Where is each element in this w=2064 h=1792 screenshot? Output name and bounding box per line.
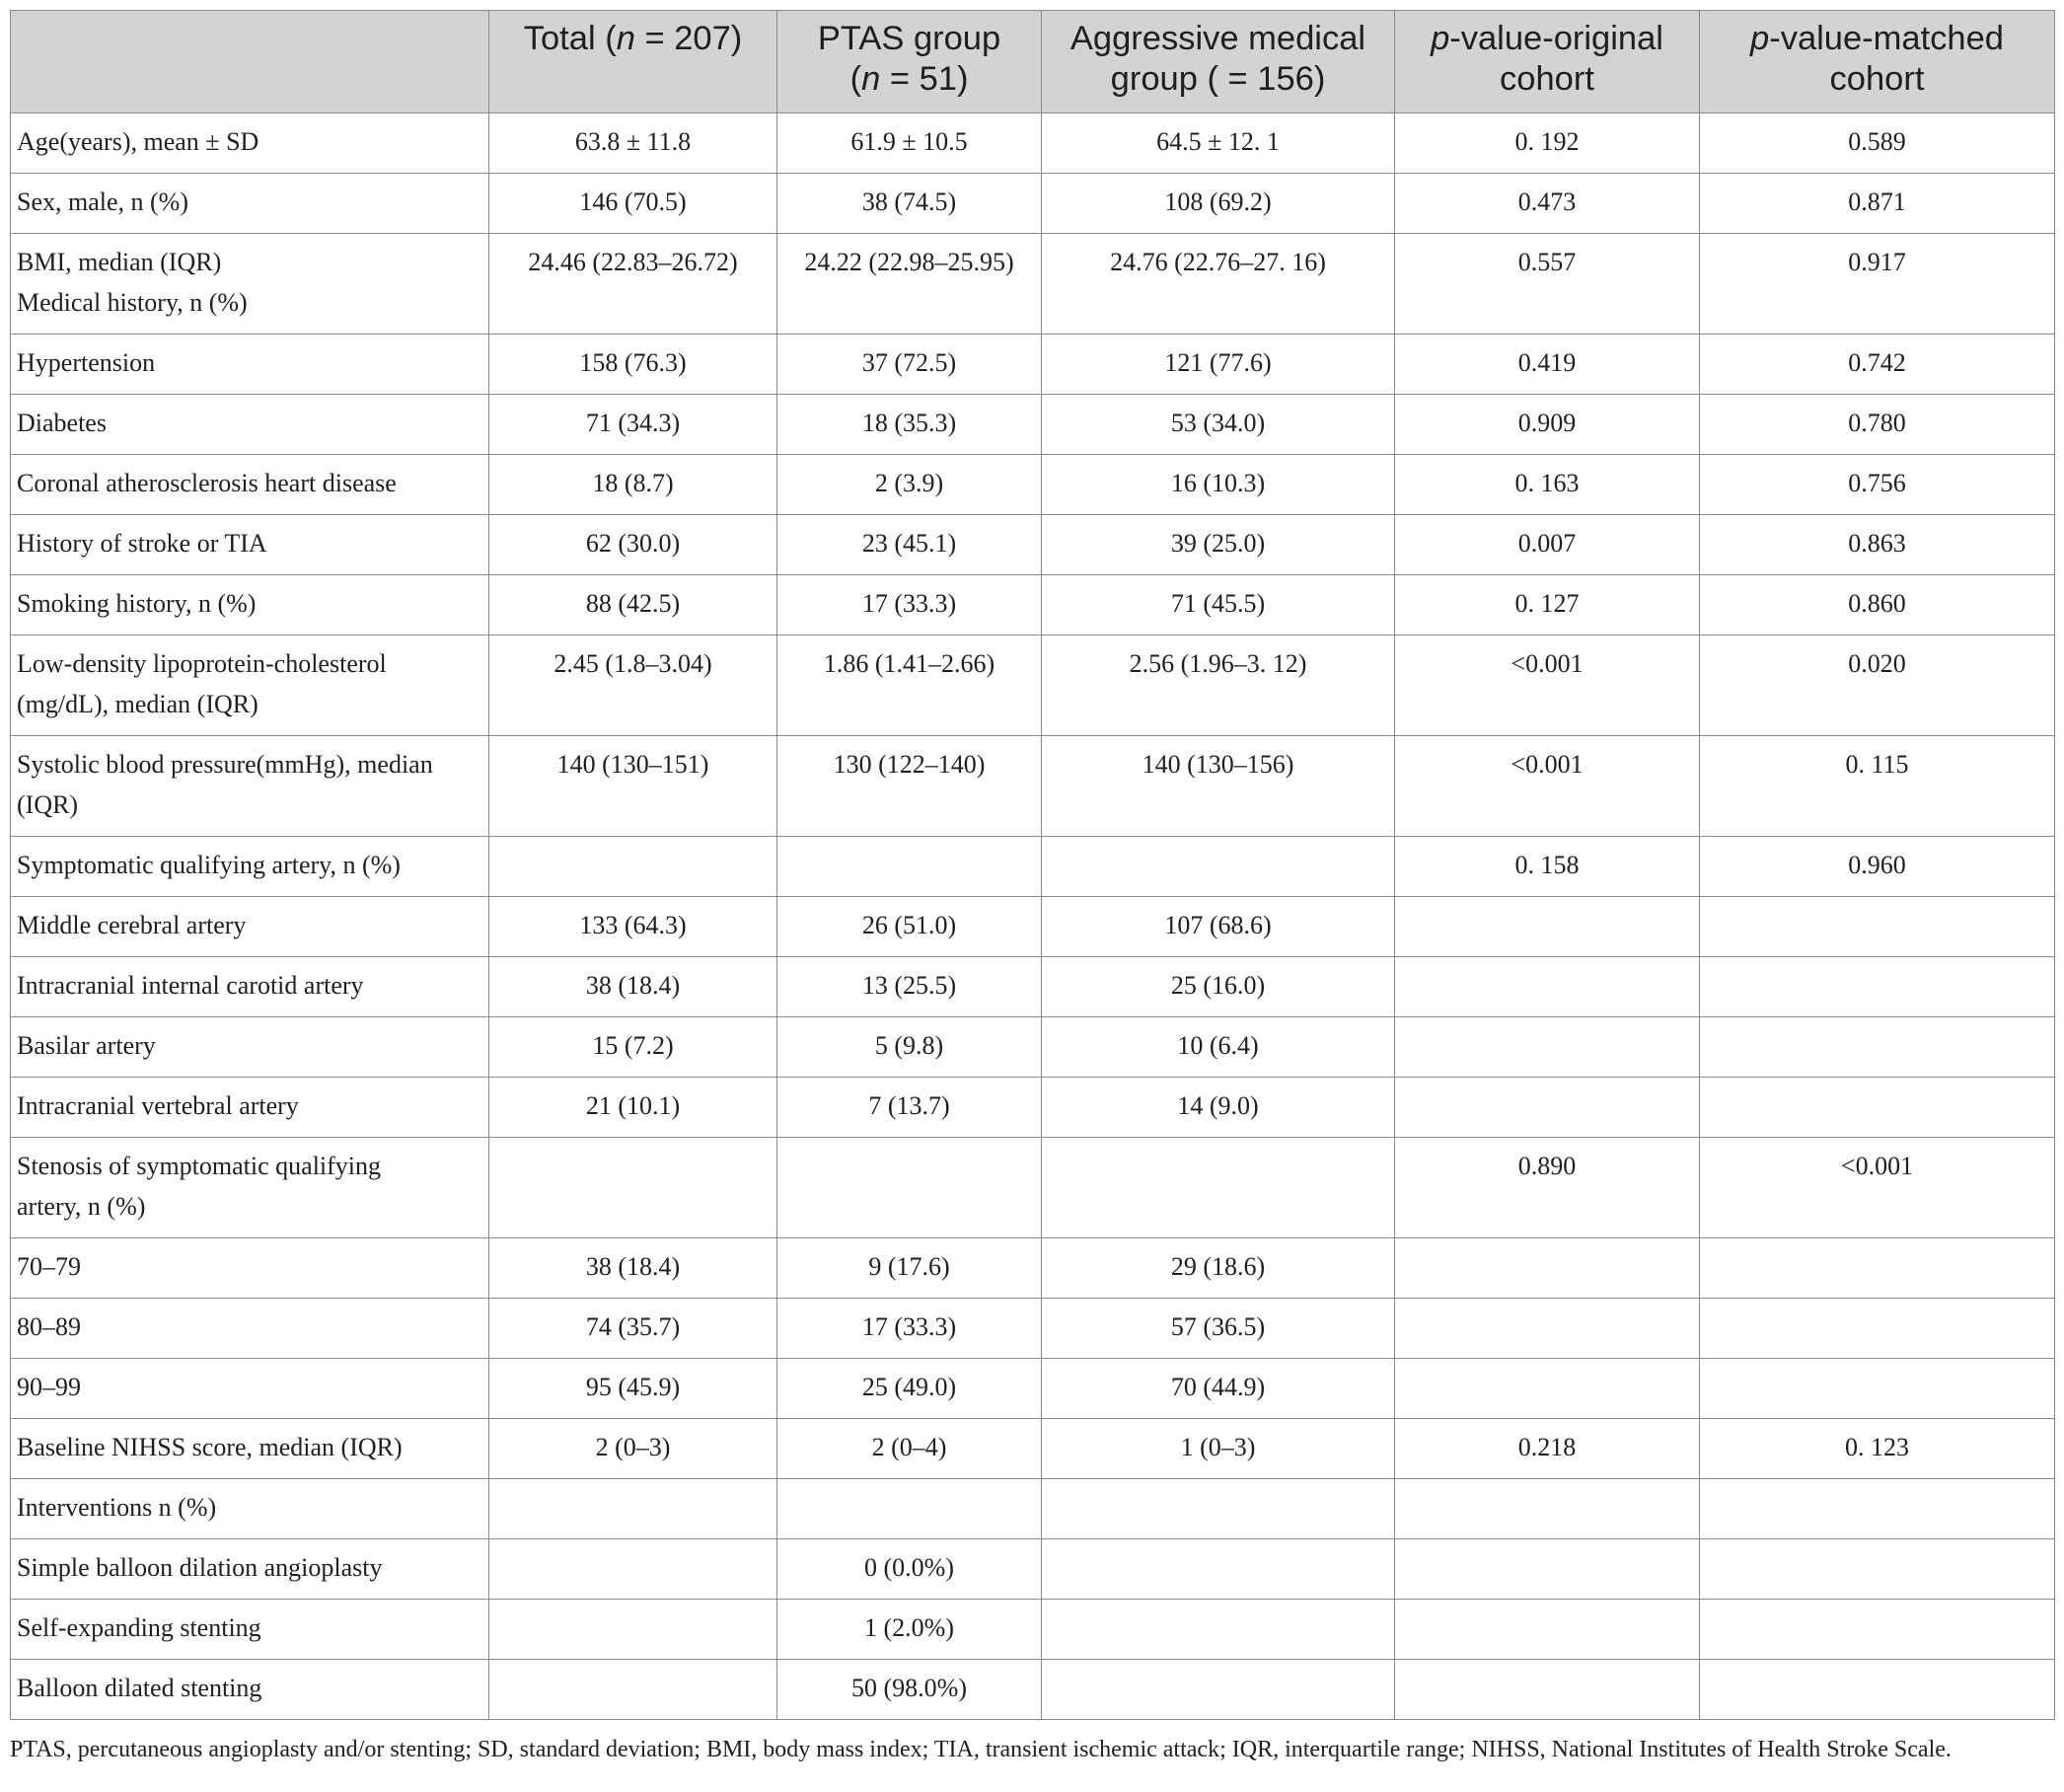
header-p-original: p-value-original cohort [1395, 11, 1700, 113]
cell-total [489, 1660, 777, 1720]
cell-p-matched [1700, 1017, 2055, 1078]
cell-p-original [1395, 1078, 1700, 1138]
cell-total [489, 1479, 777, 1539]
row-label: Middle cerebral artery [11, 897, 489, 957]
cell-total [489, 1138, 777, 1238]
header-p-matched: p-value-matched cohort [1700, 11, 2055, 113]
cell-total: 158 (76.3) [489, 335, 777, 395]
cell-p-original: 0.557 [1395, 234, 1700, 335]
row-label: Low-density lipoprotein-cholesterol (mg/dL), median (IQR) [11, 635, 489, 736]
cell-p-matched: 0.860 [1700, 575, 2055, 635]
cell-ptas: 7 (13.7) [777, 1078, 1042, 1138]
cell-medical: 57 (36.5) [1042, 1299, 1395, 1359]
cell-medical [1042, 1138, 1395, 1238]
cell-p-matched: 0.917 [1700, 234, 2055, 335]
cell-p-matched: 0.589 [1700, 113, 2055, 174]
table-row [11, 515, 2055, 575]
row-label: Sex, male, n (%) [11, 174, 489, 234]
header-ptas: PTAS group (n = 51) [777, 11, 1042, 113]
cell-ptas: 17 (33.3) [777, 575, 1042, 635]
cell-ptas: 50 (98.0%) [777, 1660, 1042, 1720]
cell-ptas [777, 1138, 1042, 1238]
row-label: Intracranial internal carotid artery [11, 957, 489, 1017]
cell-total: 2.45 (1.8–3.04) [489, 635, 777, 736]
cell-p-original: <0.001 [1395, 736, 1700, 837]
table-row [11, 1600, 2055, 1660]
cell-p-matched [1700, 897, 2055, 957]
cell-total: 71 (34.3) [489, 395, 777, 455]
table-row [11, 1660, 2055, 1720]
table-row [11, 1539, 2055, 1600]
cell-p-matched: 0.871 [1700, 174, 2055, 234]
cell-medical: 24.76 (22.76–27. 16) [1042, 234, 1395, 335]
cell-ptas: 2 (3.9) [777, 455, 1042, 515]
cell-total: 140 (130–151) [489, 736, 777, 837]
cell-p-original [1395, 1600, 1700, 1660]
cell-p-original [1395, 1238, 1700, 1299]
cell-medical: 108 (69.2) [1042, 174, 1395, 234]
row-label: Hypertension [11, 335, 489, 395]
table-row [11, 575, 2055, 635]
cell-total: 24.46 (22.83–26.72) [489, 234, 777, 335]
cell-ptas: 37 (72.5) [777, 335, 1042, 395]
cell-medical: 70 (44.9) [1042, 1359, 1395, 1419]
cell-p-original: 0. 192 [1395, 113, 1700, 174]
cell-total: 18 (8.7) [489, 455, 777, 515]
cell-p-original: 0.419 [1395, 335, 1700, 395]
cell-ptas: 17 (33.3) [777, 1299, 1042, 1359]
table-row [11, 1359, 2055, 1419]
cell-total: 146 (70.5) [489, 174, 777, 234]
cell-ptas: 1 (2.0%) [777, 1600, 1042, 1660]
row-label: Smoking history, n (%) [11, 575, 489, 635]
cell-total [489, 1539, 777, 1600]
row-label: 70–79 [11, 1238, 489, 1299]
cell-medical [1042, 1539, 1395, 1600]
cell-total: 74 (35.7) [489, 1299, 777, 1359]
header-row [11, 11, 2055, 113]
table-row [11, 1078, 2055, 1138]
cell-p-matched [1700, 1359, 2055, 1419]
cell-p-original: 0.473 [1395, 174, 1700, 234]
cell-p-matched: 0.756 [1700, 455, 2055, 515]
cell-ptas: 2 (0–4) [777, 1419, 1042, 1479]
row-label: Self-expanding stenting [11, 1600, 489, 1660]
cell-p-matched [1700, 1299, 2055, 1359]
cell-medical: 64.5 ± 12. 1 [1042, 113, 1395, 174]
cell-p-matched: 0. 115 [1700, 736, 2055, 837]
cell-total: 21 (10.1) [489, 1078, 777, 1138]
header-medical: Aggressive medical group ( = 156) [1042, 11, 1395, 113]
table-footnote: PTAS, percutaneous angioplasty and/or stenting; SD, standard deviation; BMI, body mass index; TIA, transient ischemic attack; IQR, interquartile range; NIHSS, National Institutes of Health Stroke Scale. [10, 1737, 1952, 1762]
row-label: Balloon dilated stenting [11, 1660, 489, 1720]
table-container [10, 10, 2054, 1768]
table-row [11, 174, 2055, 234]
cell-p-matched [1700, 957, 2055, 1017]
row-label: History of stroke or TIA [11, 515, 489, 575]
cell-total: 95 (45.9) [489, 1359, 777, 1419]
table-row [11, 897, 2055, 957]
cell-ptas: 23 (45.1) [777, 515, 1042, 575]
cell-total: 63.8 ± 11.8 [489, 113, 777, 174]
row-label: Symptomatic qualifying artery, n (%) [11, 837, 489, 897]
cell-p-original: <0.001 [1395, 635, 1700, 736]
cell-total [489, 1600, 777, 1660]
cell-medical: 2.56 (1.96–3. 12) [1042, 635, 1395, 736]
cell-medical: 25 (16.0) [1042, 957, 1395, 1017]
cell-ptas: 5 (9.8) [777, 1017, 1042, 1078]
table-row [11, 1299, 2055, 1359]
cell-p-matched [1700, 1479, 2055, 1539]
cell-p-matched: 0.742 [1700, 335, 2055, 395]
cell-total [489, 837, 777, 897]
cell-ptas [777, 1479, 1042, 1539]
row-label: BMI, median (IQR) Medical history, n (%) [11, 234, 489, 335]
row-label: 90–99 [11, 1359, 489, 1419]
cell-p-matched: 0.863 [1700, 515, 2055, 575]
cell-medical: 71 (45.5) [1042, 575, 1395, 635]
row-label: Baseline NIHSS score, median (IQR) [11, 1419, 489, 1479]
cell-medical: 121 (77.6) [1042, 335, 1395, 395]
cell-total: 88 (42.5) [489, 575, 777, 635]
cell-medical: 14 (9.0) [1042, 1078, 1395, 1138]
cell-p-original [1395, 1299, 1700, 1359]
cell-medical: 16 (10.3) [1042, 455, 1395, 515]
cell-medical: 1 (0–3) [1042, 1419, 1395, 1479]
table-row [11, 635, 2055, 736]
cell-medical: 140 (130–156) [1042, 736, 1395, 837]
table-row [11, 1419, 2055, 1479]
cell-p-original: 0. 158 [1395, 837, 1700, 897]
cell-p-matched [1700, 1660, 2055, 1720]
table-row [11, 1479, 2055, 1539]
cell-total: 15 (7.2) [489, 1017, 777, 1078]
row-label: Stenosis of symptomatic qualifying artery, n (%) [11, 1138, 489, 1238]
cell-ptas: 24.22 (22.98–25.95) [777, 234, 1042, 335]
cell-medical [1042, 1600, 1395, 1660]
cell-medical [1042, 837, 1395, 897]
cell-ptas: 130 (122–140) [777, 736, 1042, 837]
cell-ptas: 26 (51.0) [777, 897, 1042, 957]
table-header [11, 11, 2055, 113]
cell-ptas: 1.86 (1.41–2.66) [777, 635, 1042, 736]
cell-total: 133 (64.3) [489, 897, 777, 957]
cell-p-original [1395, 957, 1700, 1017]
table-row [11, 1238, 2055, 1299]
cell-p-original: 0. 127 [1395, 575, 1700, 635]
cell-ptas: 0 (0.0%) [777, 1539, 1042, 1600]
cell-p-original [1395, 897, 1700, 957]
cell-medical [1042, 1479, 1395, 1539]
cell-medical: 53 (34.0) [1042, 395, 1395, 455]
header-total: Total (n = 207) [489, 11, 777, 113]
table-row [11, 837, 2055, 897]
cell-p-matched: 0.020 [1700, 635, 2055, 736]
table-row [11, 736, 2055, 837]
header-variable [11, 11, 489, 113]
cell-total: 62 (30.0) [489, 515, 777, 575]
row-label: Basilar artery [11, 1017, 489, 1078]
cell-total: 38 (18.4) [489, 1238, 777, 1299]
cell-p-matched: 0.960 [1700, 837, 2055, 897]
cell-p-original [1395, 1359, 1700, 1419]
row-label: Diabetes [11, 395, 489, 455]
row-label: Age(years), mean ± SD [11, 113, 489, 174]
row-label: Intracranial vertebral artery [11, 1078, 489, 1138]
baseline-characteristics-table [10, 10, 2055, 1720]
cell-total: 2 (0–3) [489, 1419, 777, 1479]
table-row [11, 234, 2055, 335]
row-label: Interventions n (%) [11, 1479, 489, 1539]
cell-p-original [1395, 1017, 1700, 1078]
table-body [11, 113, 2055, 1720]
cell-p-original: 0.909 [1395, 395, 1700, 455]
cell-p-matched [1700, 1600, 2055, 1660]
cell-ptas: 61.9 ± 10.5 [777, 113, 1042, 174]
cell-p-original: 0.890 [1395, 1138, 1700, 1238]
cell-ptas: 38 (74.5) [777, 174, 1042, 234]
cell-p-original [1395, 1479, 1700, 1539]
table-row [11, 395, 2055, 455]
table-row [11, 1138, 2055, 1238]
row-label: Systolic blood pressure(mmHg), median (IQR) [11, 736, 489, 837]
cell-medical: 10 (6.4) [1042, 1017, 1395, 1078]
cell-ptas: 13 (25.5) [777, 957, 1042, 1017]
row-label: Simple balloon dilation angioplasty [11, 1539, 489, 1600]
cell-total: 38 (18.4) [489, 957, 777, 1017]
cell-p-original: 0.218 [1395, 1419, 1700, 1479]
cell-ptas: 25 (49.0) [777, 1359, 1042, 1419]
table-row [11, 113, 2055, 174]
table-row [11, 335, 2055, 395]
cell-p-original [1395, 1539, 1700, 1600]
cell-medical: 29 (18.6) [1042, 1238, 1395, 1299]
cell-ptas: 9 (17.6) [777, 1238, 1042, 1299]
cell-ptas: 18 (35.3) [777, 395, 1042, 455]
cell-p-matched: 0. 123 [1700, 1419, 2055, 1479]
table-row [11, 455, 2055, 515]
cell-medical: 39 (25.0) [1042, 515, 1395, 575]
cell-p-matched [1700, 1238, 2055, 1299]
cell-p-original: 0.007 [1395, 515, 1700, 575]
cell-p-original: 0. 163 [1395, 455, 1700, 515]
cell-p-original [1395, 1660, 1700, 1720]
table-row [11, 957, 2055, 1017]
row-label: Coronal atherosclerosis heart disease [11, 455, 489, 515]
cell-p-matched [1700, 1078, 2055, 1138]
cell-p-matched [1700, 1539, 2055, 1600]
row-label: 80–89 [11, 1299, 489, 1359]
table-row [11, 1017, 2055, 1078]
cell-medical: 107 (68.6) [1042, 897, 1395, 957]
cell-p-matched: 0.780 [1700, 395, 2055, 455]
cell-ptas [777, 837, 1042, 897]
cell-medical [1042, 1660, 1395, 1720]
cell-p-matched: <0.001 [1700, 1138, 2055, 1238]
